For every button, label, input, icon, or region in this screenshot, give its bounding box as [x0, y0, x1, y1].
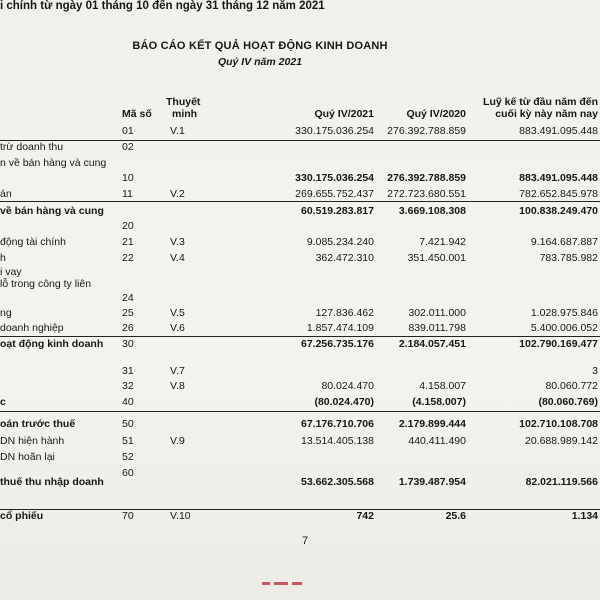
- row-value-q2020: (4.158.007): [412, 396, 466, 408]
- row-value-q2021: 362.472.310: [315, 252, 374, 264]
- row-code: 60: [122, 467, 134, 479]
- row-value-ytd: 102.790.169.477: [519, 338, 598, 350]
- row-label: oán trước thuế: [0, 418, 76, 430]
- row-code: 22: [122, 252, 134, 264]
- row-code: 25: [122, 307, 134, 319]
- row-value-q2020: 276.392.788.859: [387, 172, 466, 184]
- row-code: 32: [122, 380, 134, 392]
- row-value-ytd: 5.400.006.052: [530, 322, 598, 334]
- row-value-ytd: 1.028.975.846: [530, 307, 598, 319]
- row-note: V.3: [170, 236, 185, 248]
- report-subtitle: Quý IV năm 2021: [217, 56, 303, 68]
- row-note: V.6: [170, 322, 185, 334]
- rule-line: [0, 411, 600, 412]
- row-value-q2020: 272.723.680.551: [387, 188, 466, 200]
- row-value-ytd: 82.021.119.566: [525, 476, 598, 488]
- row-value-q2021: 13.514.405.138: [301, 435, 374, 447]
- row-label: i vay: [0, 266, 22, 278]
- row-value-q2020: 4.158.007: [419, 380, 466, 392]
- rule-line: [0, 336, 600, 337]
- row-value-q2021: 127.836.462: [315, 307, 374, 319]
- row-value-ytd: 883.491.095.448: [519, 172, 598, 184]
- row-value-q2020: 3.669.108.308: [398, 205, 466, 217]
- row-value-q2020: 351.450.001: [407, 252, 466, 264]
- col-code-header: Mã số: [122, 108, 152, 120]
- row-code: 51: [122, 435, 134, 447]
- row-value-q2020: 1.739.487.954: [398, 476, 466, 488]
- row-value-q2021: 67.256.735.176: [301, 338, 374, 350]
- row-code: 10: [122, 172, 134, 184]
- row-value-q2020: 7.421.942: [419, 236, 466, 248]
- row-label: h: [0, 252, 6, 264]
- row-label: DN hoãn lại: [0, 451, 55, 463]
- row-value-q2021: 330.175.036.254: [295, 172, 374, 184]
- row-note: V.10: [170, 510, 191, 522]
- row-value-q2021: 742: [356, 510, 374, 522]
- row-value-q2021: 80.024.470: [321, 380, 374, 392]
- row-value-ytd: 9.164.687.887: [530, 236, 598, 248]
- row-code: 70: [122, 510, 134, 522]
- row-value-q2021: 60.519.283.817: [301, 205, 374, 217]
- rule-line: [0, 201, 600, 202]
- row-code: 21: [122, 236, 134, 248]
- row-value-ytd: 883.491.095.448: [519, 125, 598, 137]
- row-code: 01: [122, 125, 134, 137]
- row-code: 02: [122, 141, 134, 153]
- row-value-q2020: 25.6: [445, 510, 466, 522]
- row-value-ytd: 102.710.108.708: [519, 418, 598, 430]
- period-line: i chính từ ngày 01 tháng 10 đến ngày 31 tháng 12 năm 2021: [0, 0, 325, 12]
- row-label: DN hiện hành: [0, 435, 65, 447]
- row-code: 31: [122, 365, 134, 377]
- row-note: V.2: [170, 188, 185, 200]
- row-label: c: [0, 396, 6, 408]
- row-value-ytd: 80.060.772: [545, 380, 598, 392]
- row-code: 24: [122, 292, 134, 304]
- row-value-q2021: 67.176.710.706: [301, 418, 374, 430]
- row-code: 40: [122, 396, 134, 408]
- row-value-ytd: 3: [592, 365, 598, 377]
- row-value-q2020: 2.184.057.451: [398, 338, 466, 350]
- row-label: về bán hàng và cung: [0, 205, 104, 217]
- row-code: 20: [122, 220, 134, 232]
- rule-line: [0, 140, 600, 141]
- col-note-header-2: minh: [172, 108, 198, 120]
- row-label: oạt động kinh doanh: [0, 338, 104, 350]
- row-value-q2021: 9.085.234.240: [306, 236, 374, 248]
- row-value-ytd: 1.134: [571, 510, 598, 522]
- row-code: 30: [122, 338, 134, 350]
- row-note: V.8: [170, 380, 185, 392]
- row-label: án: [0, 188, 12, 200]
- row-note: V.9: [170, 435, 185, 447]
- row-label: cổ phiếu: [0, 510, 44, 522]
- row-code: 11: [122, 188, 133, 200]
- red-stamp-mark: [262, 575, 322, 585]
- col-q2020-header: Quý IV/2020: [406, 108, 466, 120]
- row-code: 26: [122, 322, 134, 334]
- row-value-ytd: 782.652.845.978: [519, 188, 598, 200]
- row-note: V.7: [170, 365, 185, 377]
- row-value-q2020: 276.392.788.859: [387, 125, 466, 137]
- row-label: thuế thu nhập doanh: [0, 476, 104, 488]
- row-label: ng: [0, 307, 12, 319]
- row-note: V.5: [170, 307, 185, 319]
- row-value-ytd: 783.785.982: [539, 252, 598, 264]
- row-value-q2020: 2.179.899.444: [398, 418, 466, 430]
- row-value-q2020: 440.411.490: [408, 435, 466, 447]
- row-note: V.4: [170, 252, 185, 264]
- row-code: 50: [122, 418, 134, 430]
- row-label: động tài chính: [0, 236, 66, 248]
- row-value-ytd: 100.838.249.470: [519, 205, 598, 217]
- row-note: V.1: [170, 125, 185, 137]
- row-label: n về bán hàng và cung: [0, 157, 107, 169]
- row-value-q2021: 1.857.474.109: [306, 322, 374, 334]
- row-code: 52: [122, 451, 134, 463]
- row-value-ytd: (80.060.769): [538, 396, 598, 408]
- row-label: lỗ trong công ty liên: [0, 278, 92, 290]
- row-value-q2020: 839.011.798: [408, 322, 466, 334]
- col-q2021-header: Quý IV/2021: [314, 108, 374, 120]
- page-number: 7: [302, 535, 309, 547]
- report-title: BÁO CÁO KẾT QUẢ HOẠT ĐỘNG KINH DOANH: [132, 40, 388, 52]
- row-value-q2021: 53.662.305.568: [301, 476, 374, 488]
- row-label: doanh nghiệp: [0, 322, 64, 334]
- col-ytd-header-2: cuối kỳ này năm nay: [495, 108, 598, 120]
- row-value-q2021: 330.175.036.254: [295, 125, 374, 137]
- row-value-q2021: (80.024.470): [314, 396, 374, 408]
- col-note-header-1: Thuyết: [166, 96, 201, 108]
- rule-line: [0, 509, 600, 510]
- row-label: trừ doanh thu: [0, 141, 64, 153]
- col-ytd-header-1: Luỹ kế từ đầu năm đến: [483, 96, 598, 108]
- row-value-q2021: 269.655.752.437: [295, 188, 374, 200]
- row-value-q2020: 302.011.000: [408, 307, 466, 319]
- row-value-ytd: 20.688.989.142: [525, 435, 598, 447]
